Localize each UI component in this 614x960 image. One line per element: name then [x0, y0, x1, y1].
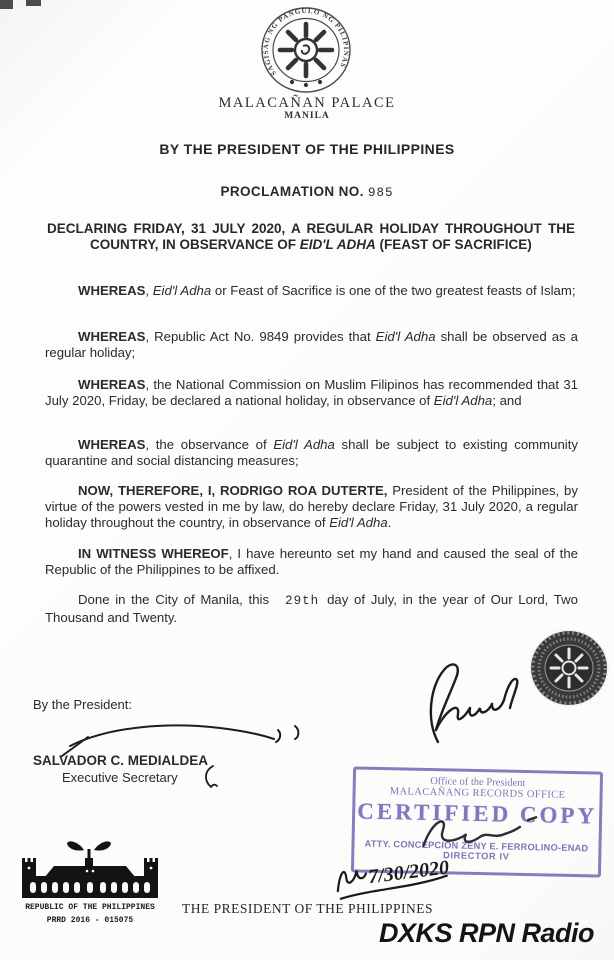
whereas-paragraph-4: WHEREAS, the observance of Eid'l Adha shall be subject to existing community quarantine and social distancing measures; — [45, 437, 578, 468]
photo-corner-artifact — [26, 0, 41, 6]
seal-sun-rays — [280, 24, 332, 76]
logo-republic-caption: REPUBLIC OF THE PHILIPPINES — [25, 903, 155, 912]
proclamation-label: PROCLAMATION NO. — [220, 184, 364, 199]
city-heading: MANILA — [284, 111, 330, 121]
stamp-office-line: Office of the President — [430, 776, 526, 790]
stamp-certified-copy: CERTIFIED COPY — [356, 798, 598, 829]
by-president-label: By the President: — [33, 697, 132, 712]
handwritten-date-text: 7/30/2020 — [367, 856, 451, 889]
stamp-records-office-line: MALACAÑANG RECORDS OFFICE — [389, 786, 566, 801]
secretary-name: SALVADOR C. MEDIALDEA — [33, 753, 208, 768]
president-signature — [408, 650, 533, 755]
secretary-ink-mark — [198, 764, 220, 795]
whereas-paragraph-3: WHEREAS, the National Commission on Muslim Filipinos has recommended that 31 July 2020, Friday, be declared a national holiday, in observance of Eid'l Adha; and — [45, 377, 578, 408]
malacanang-palace-logo — [14, 836, 166, 905]
stamp-director-title: DIRECTOR IV — [443, 850, 510, 862]
embossed-seal-icon — [528, 628, 610, 713]
presidential-seal-icon — [258, 6, 354, 99]
proclamation-title: DECLARING FRIDAY, 31 JULY 2020, A REGULAR HOLIDAY THROUGHOUT THE COUNTRY, IN OBSERVANCE OF EID'L ADHA (FEAST OF SACRIFICE) — [47, 221, 575, 252]
done-in-manila-paragraph: Done in the City of Manila, this 29th day of July, in the year of Our Lord, Two Thousand and Twenty. — [45, 592, 578, 625]
proclamation-number-line — [0, 184, 614, 200]
logo-record-number: PRRD 2016 - 015075 — [46, 916, 134, 925]
proclamation-number: 985 — [368, 186, 394, 200]
whereas-paragraph-2: WHEREAS, Republic Act No. 9849 provides that Eid'l Adha shall be observed as a regular holiday; — [45, 329, 579, 360]
seal-ring-text: SAGISAG NG PANGULO NG PILIPINAS — [261, 6, 351, 78]
now-therefore-paragraph: NOW, THEREFORE, I, RODRIGO ROA DUTERTE, President of the Philippines, by virtue of the powers vested in me by law, do hereby declare Friday, 31 July 2020, a regular holiday throughout the country, in observance of Eid'l Adha. — [45, 483, 578, 530]
palace-heading: MALACAÑAN PALACE — [218, 95, 396, 111]
secretary-title: Executive Secretary — [62, 770, 178, 785]
by-the-president-heading: BY THE PRESIDENT OF THE PHILIPPINES — [159, 141, 455, 157]
witness-paragraph: IN WITNESS WHEREOF, I have hereunto set my hand and caused the seal of the Republic of the Philippines to be affixed. — [45, 546, 578, 577]
radio-station-watermark: DXKS RPN Radio — [378, 918, 594, 948]
handwritten-date — [327, 834, 463, 910]
photo-corner-artifact — [0, 0, 13, 9]
whereas-paragraph-1: WHEREAS, Eid'l Adha or Feast of Sacrifice is one of the two greatest feasts of Islam; — [78, 283, 576, 298]
footer-president-line: THE PRESIDENT OF THE PHILIPPINES — [182, 901, 434, 916]
stamp-attorney-name: ATTY. CONCEPCION ZENY E. FERROLINO-ENAD — [364, 838, 589, 854]
